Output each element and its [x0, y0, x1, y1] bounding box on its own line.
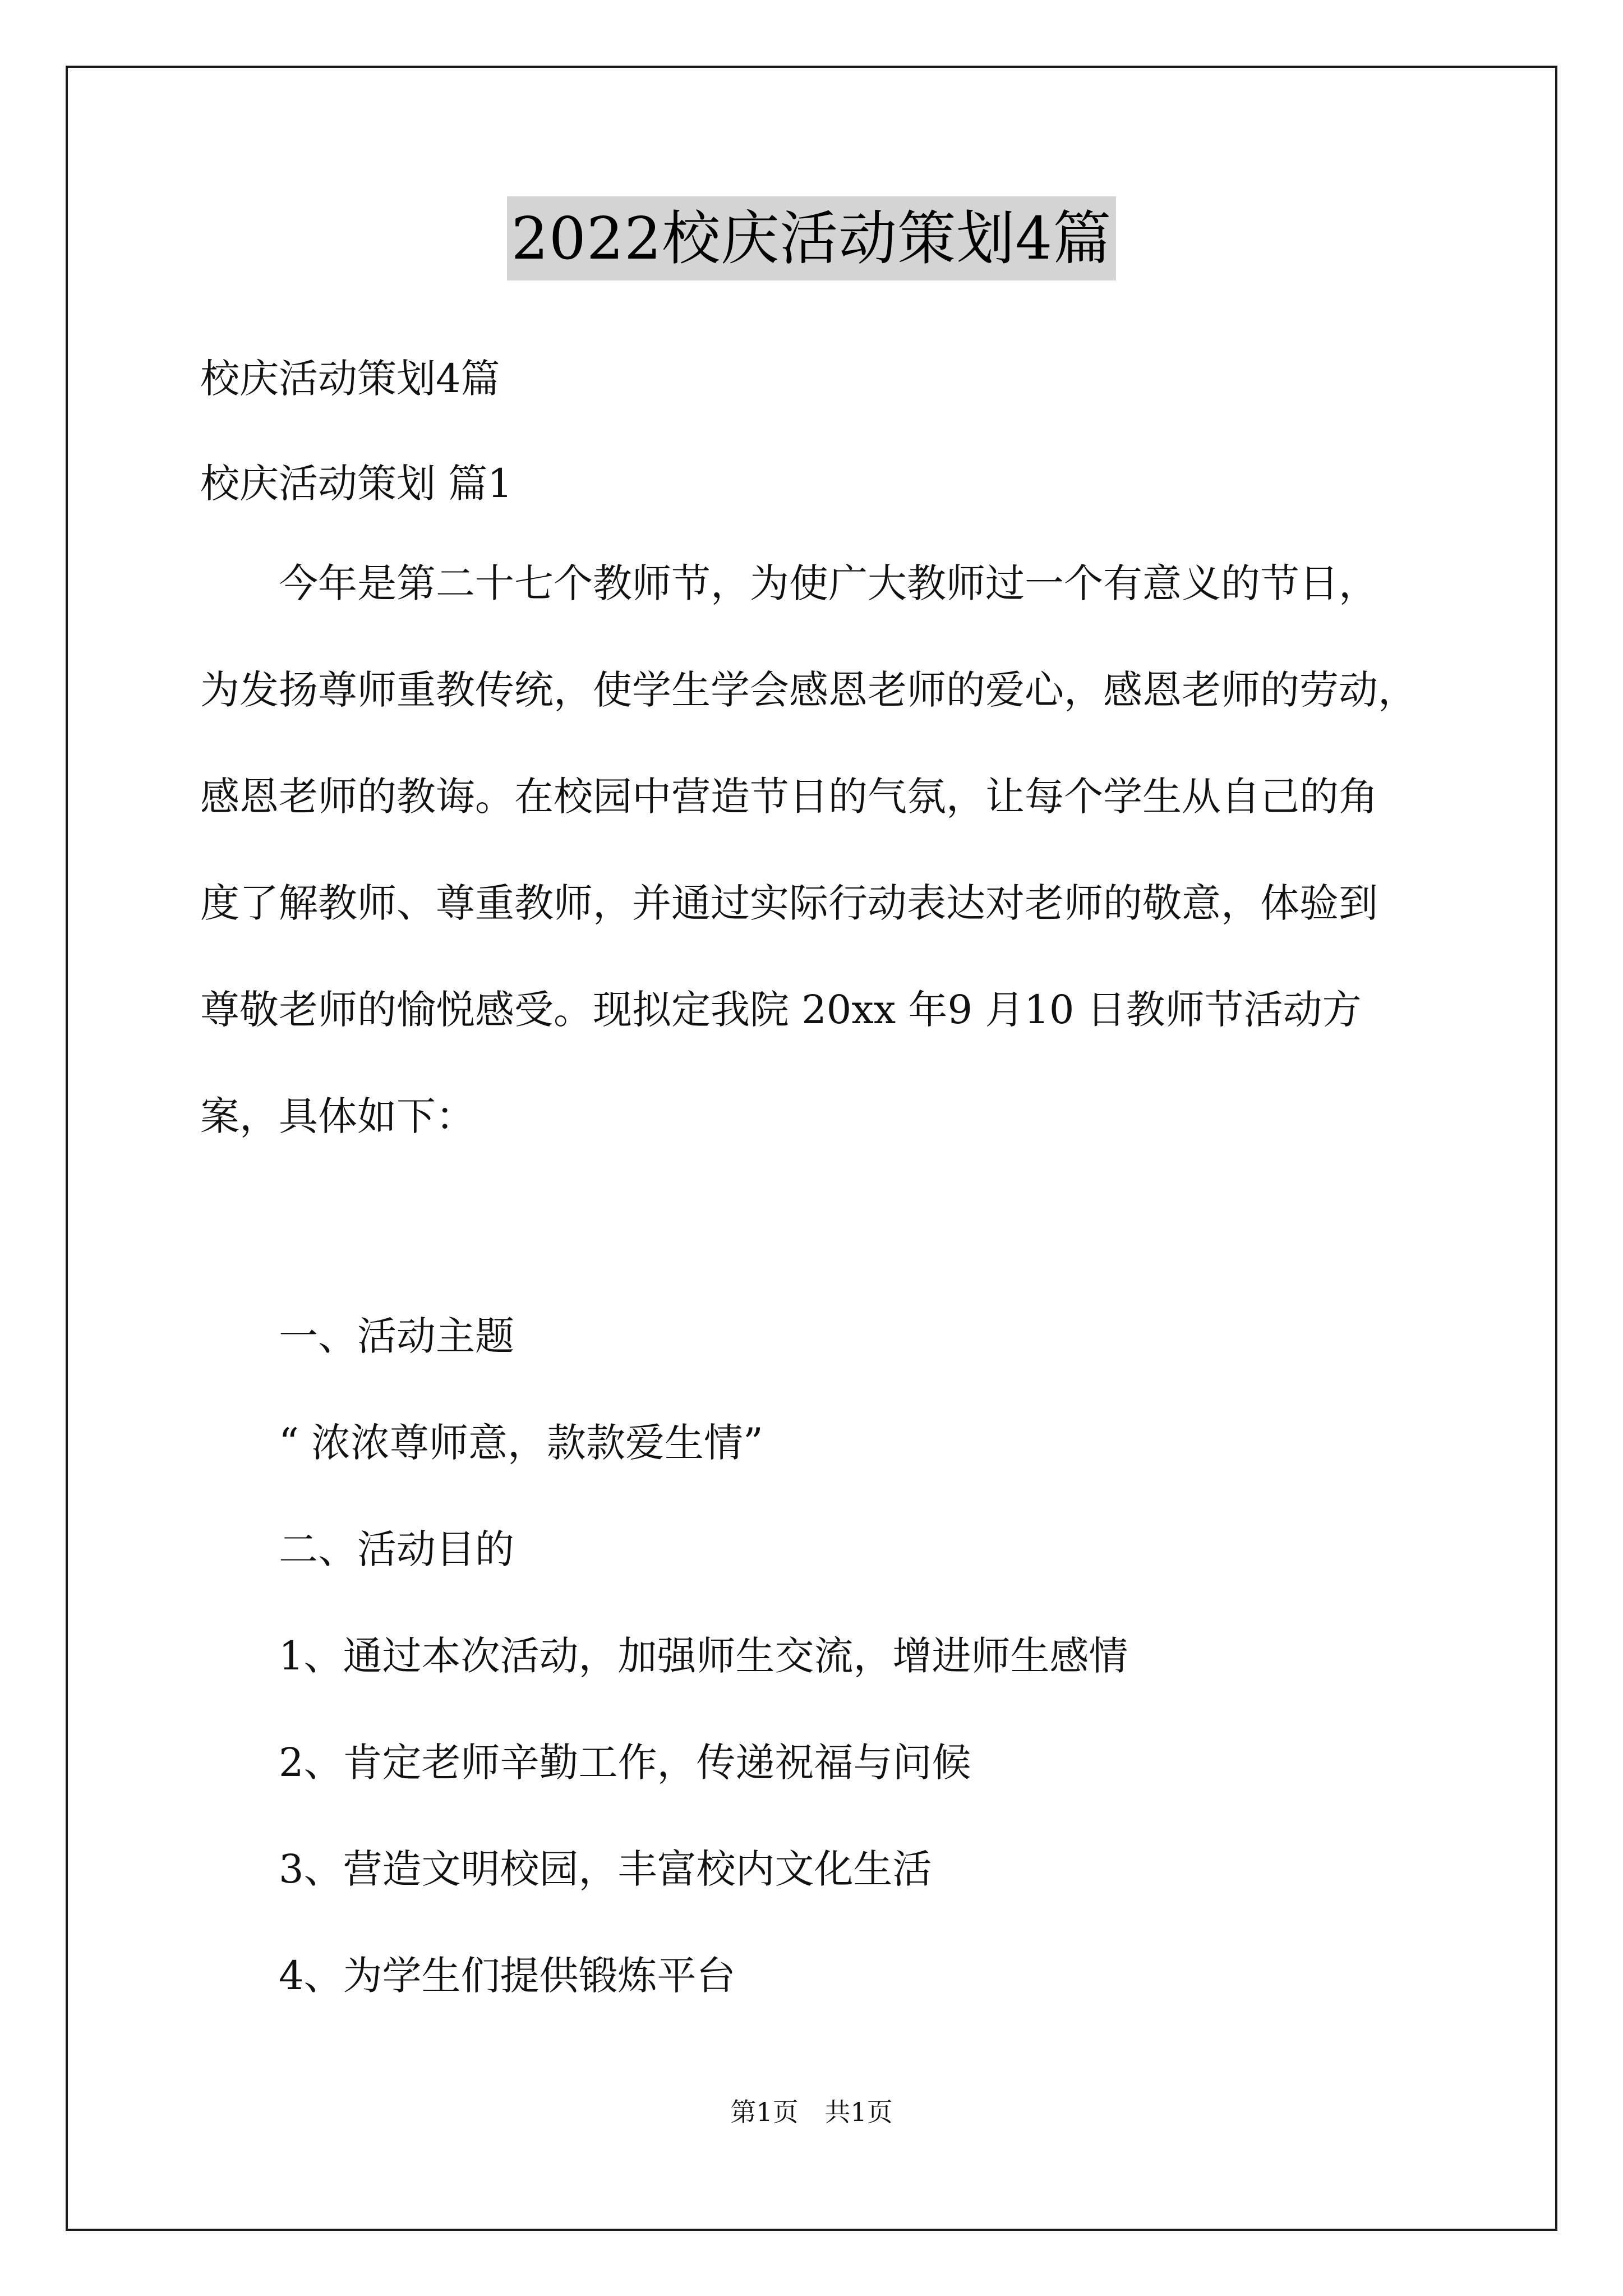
purpose-item: 2、肯定老师辛勤工作，传递祝福与问候 — [279, 1740, 971, 1786]
document-title: 2022校庆活动策划4篇 — [507, 196, 1117, 280]
intro-line: 尊敬老师的愉悦感受。现拟定我院 20xx 年9 月10 日教师节活动方 — [200, 987, 1362, 1033]
purpose-item: 1、通过本次活动，加强师生交流，增进师生感情 — [279, 1633, 1128, 1679]
intro-line: 今年是第二十七个教师节，为使广大教师过一个有意义的节日， — [279, 560, 1378, 606]
theme-text: “ 浓浓尊师意，款款爱生情” — [279, 1420, 763, 1466]
intro-paragraph — [200, 530, 1445, 1170]
intro-line: 度了解教师、尊重教师，并通过实际行动表达对老师的敬意，体验到 — [200, 880, 1378, 926]
section-heading: 校庆活动策划 篇1 — [200, 461, 513, 507]
page-number-total: 共1页 — [824, 2097, 893, 2127]
document-subtitle: 校庆活动策划4篇 — [200, 356, 500, 402]
purpose-item: 3、营造文明校园，丰富校内文化生活 — [279, 1846, 932, 1892]
intro-line: 案，具体如下： — [200, 1093, 475, 1139]
purpose-heading: 二、活动目的 — [279, 1526, 514, 1572]
page-number-current: 第1页 — [730, 2097, 799, 2127]
title-container — [0, 196, 1623, 280]
theme-heading: 一、活动主题 — [279, 1313, 514, 1359]
intro-line: 感恩老师的教诲。在校园中营造节日的气氛，让每个学生从自己的角 — [200, 774, 1378, 820]
purpose-item: 4、为学生们提供锻炼平台 — [279, 1953, 736, 1999]
page-footer — [0, 2095, 1623, 2129]
intro-line: 为发扬尊师重教传统，使学生学会感恩老师的爱心，感恩老师的劳动， — [200, 667, 1417, 713]
